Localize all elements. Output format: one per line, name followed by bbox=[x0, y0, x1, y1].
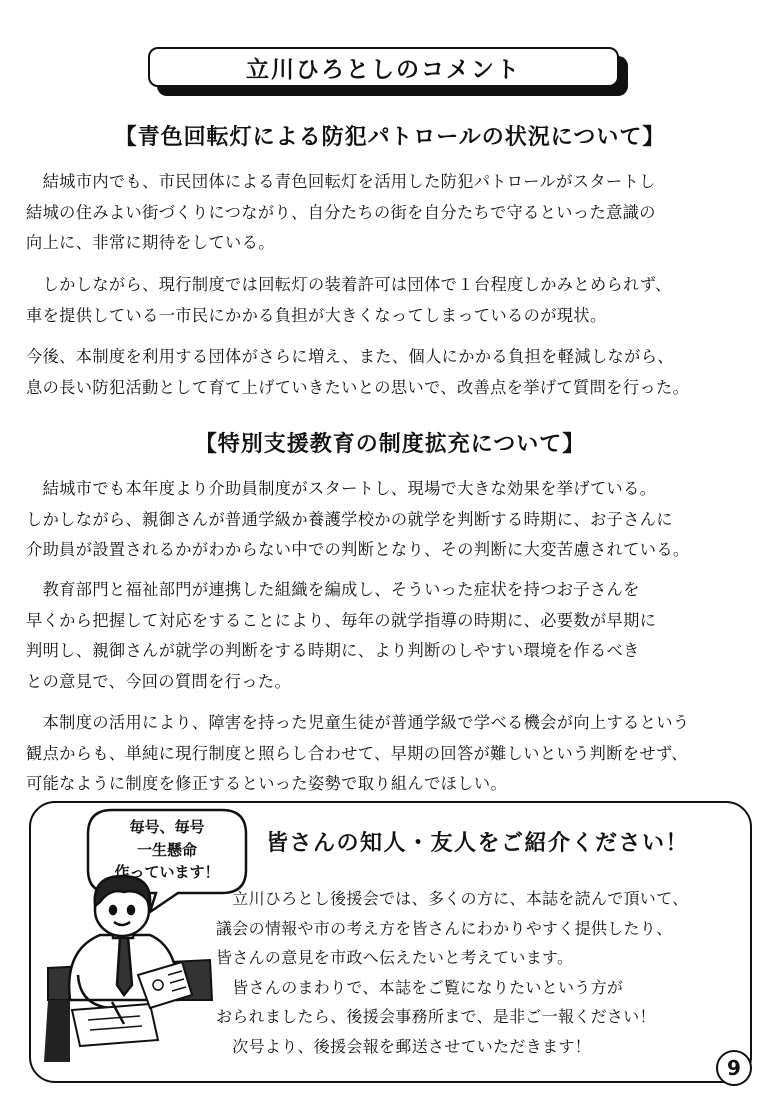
paper-icon bbox=[72, 1002, 158, 1046]
panel-body-text: 立川ひろとし後援会では、多くの方に、本誌を読んで頂いて、 議会の情報や市の考え方を皆さんにわかりやすく提供したり、 皆さんの意見を市政へ伝えたいと考えています。 皆さんのまわりで、本誌をご覧になりたいという方が おられましたら、後援会事務所まで、是非ご一報ください！ 次号より、後援会報を郵送させていただきます！ bbox=[216, 889, 689, 1056]
section1-paragraph-2: しかしながら、現行制度では回転灯の装着許可は団体で１台程度しかみとめられず、 車を提供している一市民にかかる負担が大きくなってしまっているのが現状。 bbox=[26, 275, 672, 325]
section2-heading: 【特別支援教育の制度拡充について】 bbox=[194, 432, 586, 457]
panel-heading: 皆さんの知人・友人をご紹介ください！ bbox=[266, 831, 690, 856]
page-number: 9 bbox=[716, 1050, 752, 1086]
section1-paragraph-3: 今後、本制度を利用する団体がさらに増え、また、個人にかかる負担を軽減しながら、 息の長い防犯活動として育て上げていきたいとの思いで、改善点を挙げて質問を行った。 bbox=[26, 347, 690, 397]
section1-heading: 【青色回転灯による防犯パトロールの状況について】 bbox=[114, 125, 666, 150]
bubble-line-3: 作っています！ bbox=[114, 863, 220, 881]
section1-paragraph-1: 結城市内でも、市民団体による青色回転灯を活用した防犯パトロールがスタートし 結城の住みよい街づくりにつながり、自分たちの街を自分たちで守るといった意識の 向上に、非常に期待をしている。 bbox=[26, 172, 656, 252]
page-title: 立川ひろとしのコメント bbox=[148, 47, 619, 87]
bubble-line-1: 毎号、毎号 bbox=[129, 818, 205, 836]
bubble-line-2: 一生懸命 bbox=[136, 840, 197, 859]
speech-bubble-text bbox=[92, 816, 242, 884]
section2-paragraph-3: 本制度の活用により、障害を持った児童生徒が普通学級で学べる機会が向上するという 観点からも、単純に現行制度と照らし合わせて、早期の回答が難しいという判断をせず、 可能なように制度を修正するといった姿勢で取り組んでほしい。 bbox=[26, 713, 690, 793]
section2-paragraph-1: 結城市でも本年度より介助員制度がスタートし、現場で大きな効果を挙げている。 しかしながら、親御さんが普通学級か養護学校かの就学を判断する時期に、お子さんに 介助員が設置されるかがわからない中での判断となり、その判断に大変苦慮されている。 bbox=[26, 479, 690, 559]
section2-paragraph-2: 教育部門と福祉部門が連携した組織を編成し、そういった症状を持つお子さんを 早くから把握して対応をすることにより、毎年の就学指導の時期に、必要数が早期に 判明し、親御さんが就学の判断をする時期に、より判断のしやすい環境を作るべき との意見で、今回の質問を行った。 bbox=[26, 580, 657, 691]
